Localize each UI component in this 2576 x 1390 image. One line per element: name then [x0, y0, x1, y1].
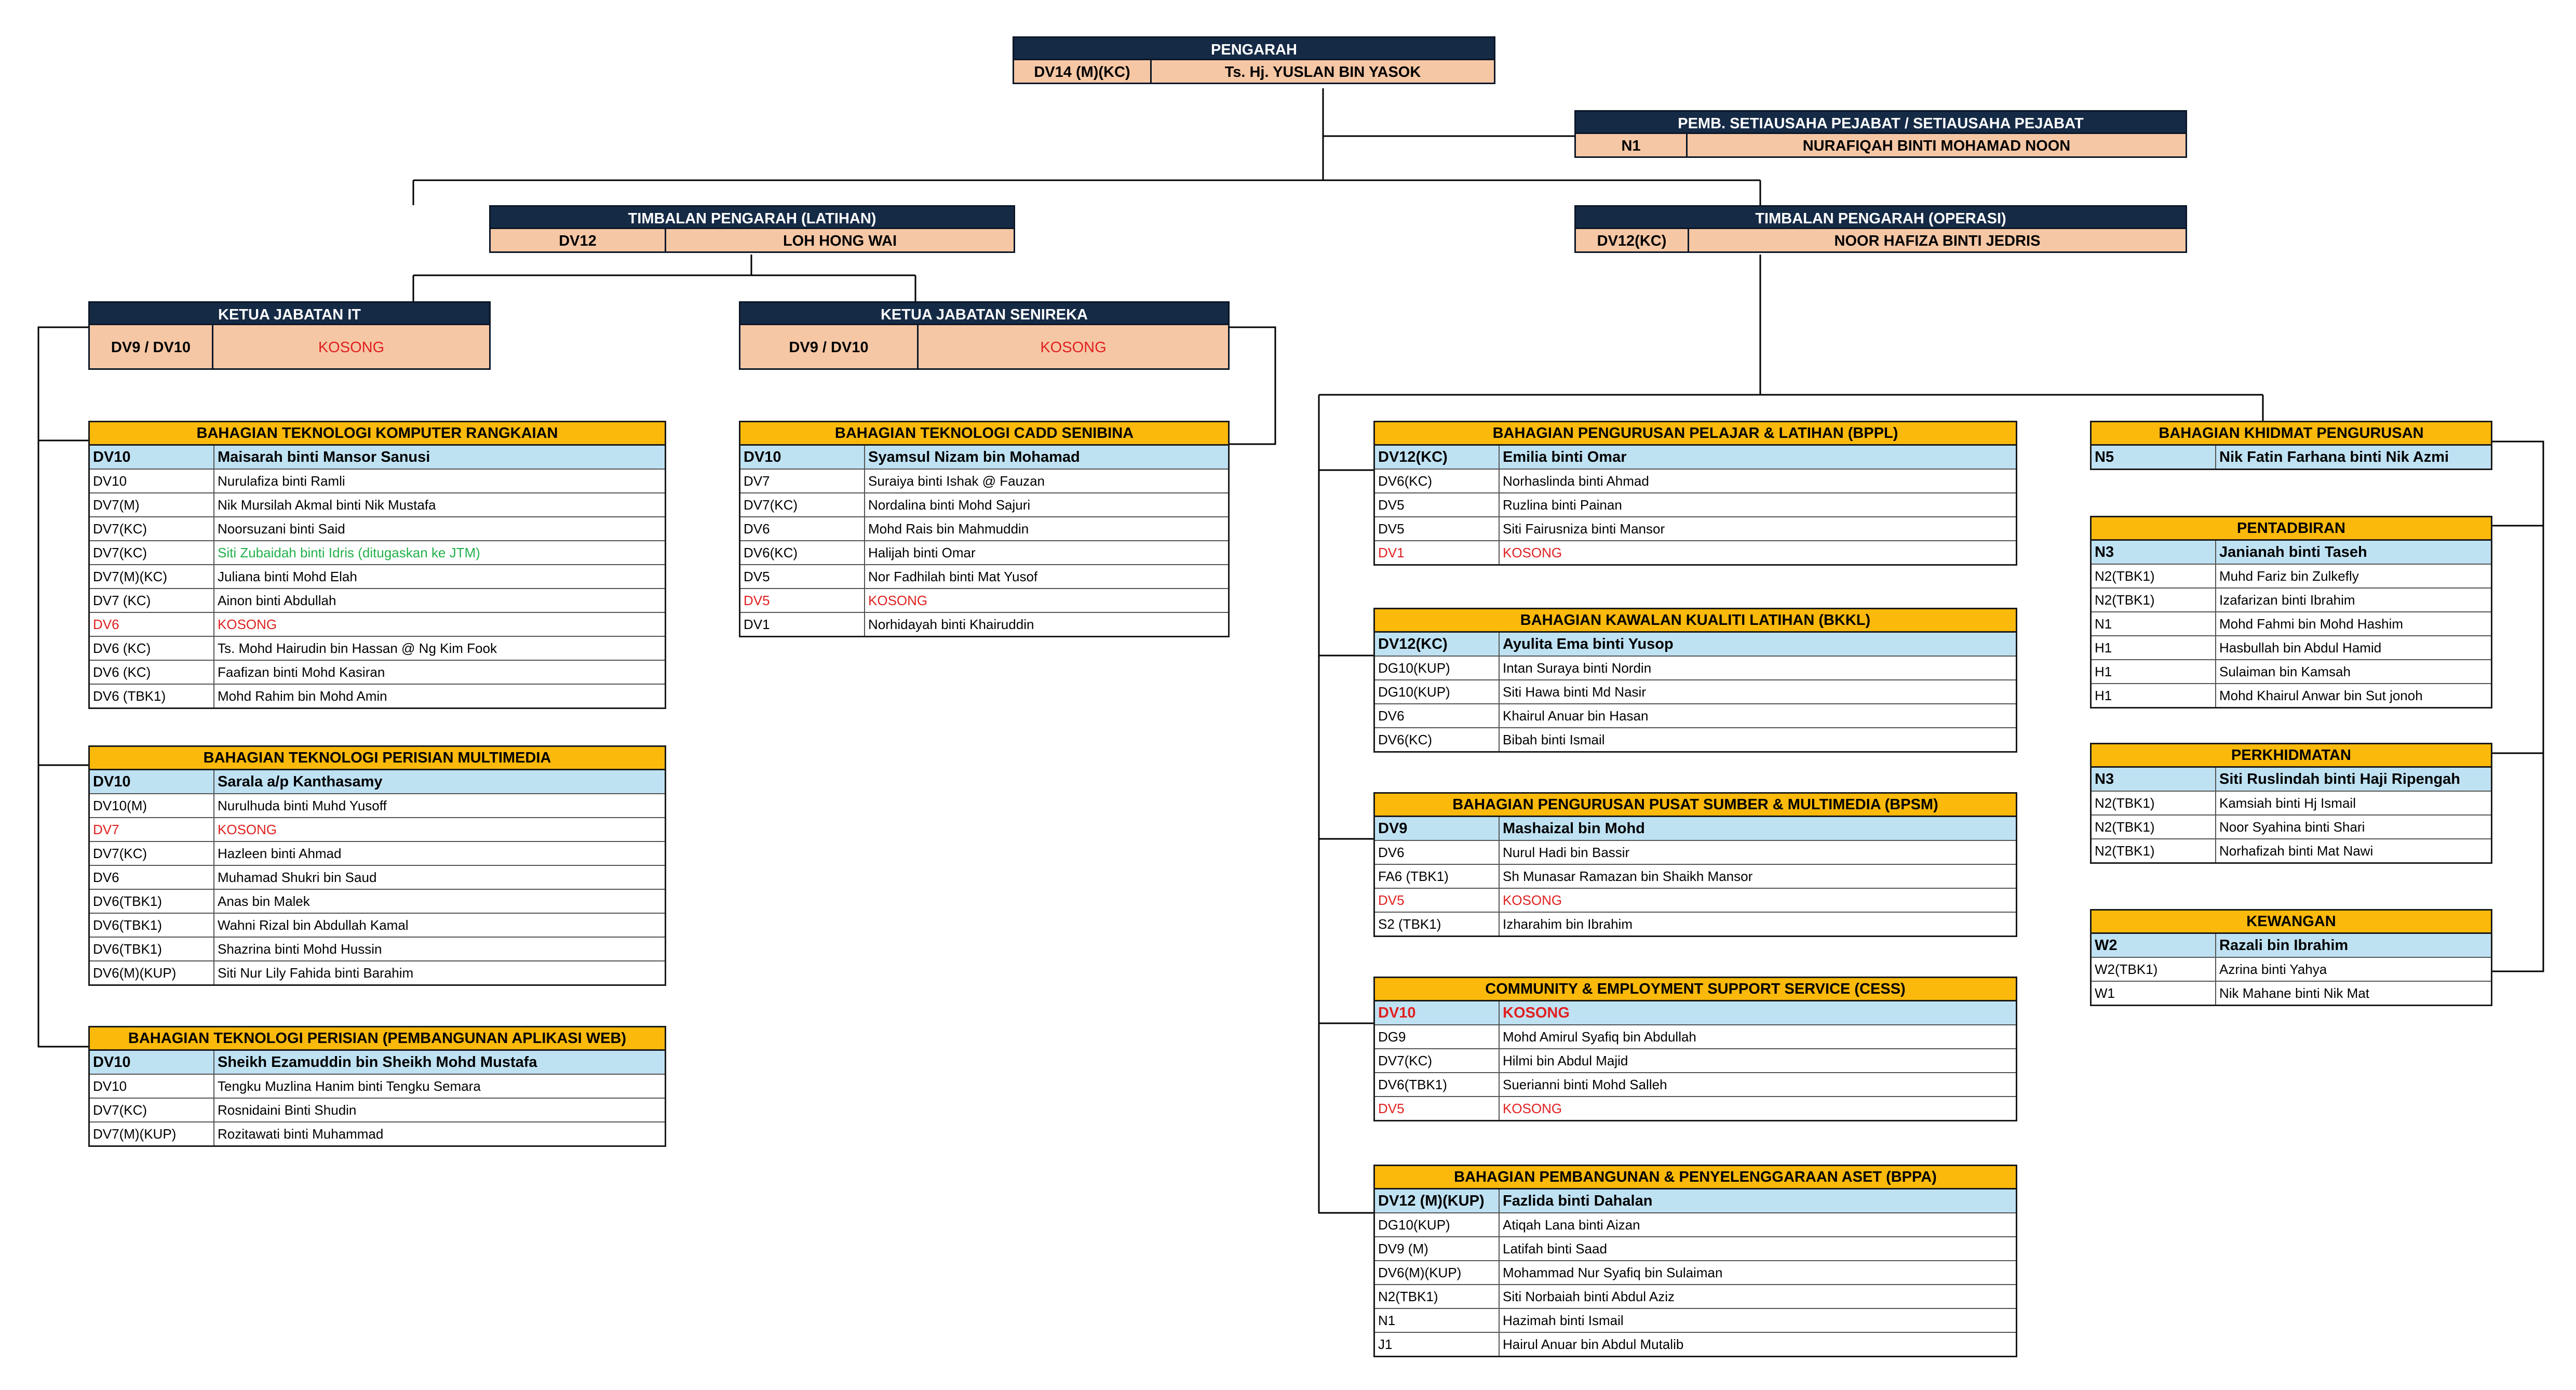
staff-row [1375, 1048, 2016, 1072]
staff-grade: DV6(TBK1) [1375, 1073, 1500, 1096]
staff-name: Shazrina binti Mohd Hussin [218, 941, 382, 957]
staff-name: Nurul Hadi bin Bassir [1503, 845, 1630, 860]
staff-row [2092, 981, 2491, 1005]
dept-title: PERKHIDMATAN [2092, 744, 2491, 768]
staff-grade: DV7 (KC) [90, 589, 214, 612]
staff-row [2092, 564, 2491, 587]
staff-name: Sulaiman bin Kamsah [2219, 664, 2351, 679]
staff-name: Hilmi bin Abdul Majid [1503, 1053, 1628, 1068]
staff-row [1375, 1024, 2016, 1048]
staff-grade: DV7(KC) [1375, 1049, 1500, 1072]
staff-name: Muhamad Shukri bin Saud [218, 870, 377, 885]
staff-grade: DV6 (KC) [90, 637, 214, 660]
dept-title: BAHAGIAN TEKNOLOGI PERISIAN (PEMBANGUNAN APLIKASI WEB) [90, 1027, 665, 1051]
dept-title: BAHAGIAN TEKNOLOGI KOMPUTER RANGKAIAN [90, 422, 665, 446]
staff-grade: N2(TBK1) [2092, 589, 2216, 611]
staff-grade: DV10(M) [90, 794, 214, 817]
staff-row [90, 1121, 665, 1145]
vacant-name: KOSONG [1503, 1101, 1562, 1116]
staff-row [2092, 635, 2491, 659]
staff-name: Razali bin Ibrahim [2219, 937, 2349, 954]
dept-khidmat-pengurusan [2090, 421, 2492, 470]
staff-name: Ruzlina binti Painan [1503, 497, 1622, 513]
tp-latihan-title: TIMBALAN PENGARAH (LATIHAN) [489, 205, 1015, 229]
staff-grade: DV5 [1375, 1097, 1500, 1120]
dept-title: COMMUNITY & EMPLOYMENT SUPPORT SERVICE (CESS) [1375, 978, 2016, 1001]
dept-title: PENTADBIRAN [2092, 517, 2491, 541]
staff-name: Intan Suraya binti Nordin [1503, 660, 1652, 676]
staff-grade: DV6(KC) [1375, 470, 1500, 492]
staff-grade: DV7(KC) [90, 842, 214, 865]
tp-operasi-grade: DV12(KC) [1576, 229, 1689, 251]
staff-name: Izharahim bin Ibrahim [1503, 916, 1633, 932]
tp-operasi-title: TIMBALAN PENGARAH (OPERASI) [1574, 205, 2187, 229]
staff-row [1375, 1072, 2016, 1096]
staff-row [1375, 1236, 2016, 1260]
setiausaha-name: NURAFIQAH BINTI MOHAMAD NOON [1802, 138, 2071, 154]
staff-grade: DV5 [1375, 493, 1500, 516]
staff-grade: DV6 [1375, 704, 1500, 727]
setiausaha-grade: N1 [1576, 134, 1688, 156]
staff-grade: DV10 [740, 446, 865, 469]
staff-grade: DV6 (TBK1) [90, 685, 214, 707]
staff-row [740, 469, 1228, 492]
staff-row [740, 540, 1228, 564]
staff-grade: DV6(KC) [740, 541, 865, 564]
head-staff-row [2092, 541, 2491, 564]
staff-name: Syamsul Nizam bin Mohamad [868, 449, 1080, 465]
staff-name: Muhd Fariz bin Zulkefly [2219, 568, 2359, 584]
tp-latihan-grade: DV12 [491, 229, 666, 251]
staff-row [2092, 683, 2491, 707]
staff-grade: DV1 [740, 613, 865, 636]
ketua-jabatan-senireka-grade: DV9 / DV10 [740, 325, 919, 368]
dept-bppl [1373, 421, 2017, 566]
head-staff-row [90, 446, 665, 469]
staff-row [90, 684, 665, 707]
staff-name: Latifah binti Saad [1503, 1241, 1607, 1257]
staff-row [1375, 469, 2016, 492]
head-staff-row [1375, 1001, 2016, 1024]
staff-name: Nordalina binti Mohd Sajuri [868, 497, 1031, 513]
staff-grade: DV7(M)(KUP) [90, 1122, 214, 1145]
staff-name: Izafarizan binti Ibrahim [2219, 592, 2355, 608]
staff-row [90, 1098, 665, 1121]
staff-row [1375, 679, 2016, 703]
staff-name: Wahni Rizal bin Abdullah Kamal [218, 917, 409, 933]
staff-grade: DV7(KC) [90, 517, 214, 540]
staff-grade: DV9 (M) [1375, 1237, 1500, 1260]
pengarah-name: Ts. Hj. YUSLAN BIN YASOK [1224, 64, 1421, 81]
staff-grade: H1 [2092, 636, 2216, 659]
staff-grade: N2(TBK1) [2092, 839, 2216, 862]
dept-title: BAHAGIAN TEKNOLOGI PERISIAN MULTIMEDIA [90, 747, 665, 770]
staff-row [90, 960, 665, 984]
staff-grade: S2 (TBK1) [1375, 913, 1500, 935]
staff-grade: DV9 [1375, 817, 1500, 840]
staff-row [740, 492, 1228, 516]
staff-grade: DV5 [1375, 517, 1500, 540]
staff-grade: DG9 [1375, 1025, 1500, 1048]
staff-name: Azrina binti Yahya [2219, 961, 2327, 977]
staff-grade: N1 [1375, 1309, 1500, 1332]
tp-operasi-name: NOOR HAFIZA BINTI JEDRIS [1834, 233, 2041, 249]
staff-grade: DV6(TBK1) [90, 914, 214, 937]
pengarah-title: PENGARAH [1013, 36, 1495, 60]
staff-row [90, 1074, 665, 1098]
staff-row [740, 516, 1228, 540]
staff-row [1375, 1212, 2016, 1236]
staff-row [90, 612, 665, 636]
staff-grade: DV1 [1375, 541, 1500, 564]
staff-name: Norhafizah binti Mat Nawi [2219, 843, 2373, 859]
staff-name: Norhaslinda binti Ahmad [1503, 473, 1649, 489]
staff-row [2092, 611, 2491, 635]
head-staff-row [2092, 934, 2491, 957]
vacant-name: KOSONG [1503, 545, 1562, 560]
staff-grade: DV6(M)(KUP) [90, 961, 214, 984]
dept-teknologi-cadd-senibina [739, 421, 1230, 637]
dept-cess [1373, 977, 2017, 1121]
staff-grade: N2(TBK1) [2092, 565, 2216, 587]
head-staff-row [1375, 446, 2016, 469]
staff-name: Siti Norbaiah binti Abdul Aziz [1503, 1289, 1675, 1304]
staff-grade: DV10 [90, 446, 214, 469]
dept-teknologi-perisian-web [88, 1026, 666, 1147]
staff-name: Nurulhuda binti Muhd Yusoff [218, 798, 387, 813]
staff-name: Nik Mahane binti Nik Mat [2219, 985, 2369, 1001]
staff-name: Siti Hawa binti Md Nasir [1503, 684, 1646, 700]
staff-row [740, 564, 1228, 588]
staff-grade: DV12(KC) [1375, 633, 1500, 656]
staff-grade: DV7(KC) [90, 1099, 214, 1121]
head-staff-row [1375, 1189, 2016, 1212]
staff-grade: J1 [1375, 1333, 1500, 1356]
pengarah-box [1013, 36, 1495, 84]
staff-grade: DV10 [90, 1051, 214, 1074]
staff-row [90, 865, 665, 889]
staff-name: Kamsiah binti Hj Ismail [2219, 795, 2356, 811]
vacant-name: KOSONG [1503, 1005, 1570, 1021]
staff-grade: DV7(M) [90, 493, 214, 516]
staff-name: Mohd Khairul Anwar bin Sut jonoh [2219, 688, 2423, 703]
staff-name: Mashaizal bin Mohd [1503, 820, 1645, 837]
staff-grade: N2(TBK1) [1375, 1285, 1500, 1308]
staff-grade: N3 [2092, 768, 2216, 791]
dept-title: BAHAGIAN KAWALAN KUALITI LATIHAN (BKKL) [1375, 609, 2016, 633]
staff-name: Nik Fatin Farhana binti Nik Azmi [2219, 449, 2449, 465]
staff-name: Suerianni binti Mohd Salleh [1503, 1077, 1667, 1092]
staff-name: Faafizan binti Mohd Kasiran [218, 664, 385, 680]
staff-row [1375, 888, 2016, 912]
staff-name: Anas bin Malek [218, 893, 310, 909]
staff-grade: DV10 [1375, 1001, 1500, 1024]
staff-name: Suraiya binti Ishak @ Fauzan [868, 473, 1045, 489]
staff-grade: DG10(KUP) [1375, 1213, 1500, 1236]
staff-grade: FA6 (TBK1) [1375, 865, 1500, 888]
staff-row [2092, 838, 2491, 862]
staff-name: Siti Zubaidah binti Idris (ditugaskan ke JTM) [218, 545, 480, 560]
staff-name: Halijah binti Omar [868, 545, 976, 560]
staff-grade: DV7(KC) [740, 493, 865, 516]
staff-name: Norhidayah binti Khairuddin [868, 617, 1034, 632]
staff-name: Bibah binti Ismail [1503, 732, 1605, 747]
staff-name: Tengku Muzlina Hanim binti Tengku Semara [218, 1078, 481, 1094]
head-staff-row [2092, 768, 2491, 791]
head-staff-row [2092, 446, 2491, 469]
staff-grade: DV7(M)(KC) [90, 565, 214, 588]
staff-name: Noorsuzani binti Said [218, 521, 345, 537]
staff-row [90, 564, 665, 588]
staff-name: Mohd Fahmi bin Mohd Hashim [2219, 616, 2404, 632]
staff-grade: DG10(KUP) [1375, 657, 1500, 679]
staff-name: Maisarah binti Mansor Sanusi [218, 449, 430, 465]
staff-row [2092, 791, 2491, 814]
staff-row [2092, 659, 2491, 683]
staff-grade: DV10 [90, 770, 214, 793]
staff-row [90, 636, 665, 660]
ketua-jabatan-senireka-name: KOSONG [1040, 339, 1107, 356]
tp-latihan-box [489, 205, 1015, 253]
tp-latihan-name: LOH HONG WAI [783, 233, 897, 249]
staff-name: Ts. Mohd Hairudin bin Hassan @ Ng Kim Fook [218, 640, 497, 656]
staff-name: Hairul Anuar bin Abdul Mutalib [1503, 1336, 1684, 1352]
staff-name: Sh Munasar Ramazan bin Shaikh Mansor [1503, 868, 1753, 884]
staff-row [740, 612, 1228, 636]
staff-row [90, 588, 665, 612]
vacant-name: KOSONG [218, 617, 277, 632]
staff-grade: N2(TBK1) [2092, 816, 2216, 838]
staff-name: Rozitawati binti Muhammad [218, 1126, 384, 1142]
staff-grade: DV5 [740, 589, 865, 612]
staff-grade: DV12 (M)(KUP) [1375, 1189, 1500, 1212]
staff-row [90, 660, 665, 684]
staff-grade: DG10(KUP) [1375, 680, 1500, 703]
staff-grade: DV6 [90, 613, 214, 636]
staff-row [90, 540, 665, 564]
staff-grade: DV6 [740, 517, 865, 540]
staff-grade: DV12(KC) [1375, 446, 1500, 469]
ketua-jabatan-senireka-box [739, 301, 1230, 370]
staff-grade: N3 [2092, 541, 2216, 564]
staff-grade: N2(TBK1) [2092, 792, 2216, 814]
dept-bppa [1373, 1165, 2017, 1357]
head-staff-row [1375, 817, 2016, 840]
staff-row [2092, 814, 2491, 838]
staff-row [1375, 727, 2016, 751]
staff-row [90, 492, 665, 516]
head-staff-row [90, 770, 665, 793]
ketua-jabatan-it-title: KETUA JABATAN IT [88, 301, 491, 325]
staff-name: Ayulita Ema binti Yusop [1503, 636, 1674, 652]
tp-operasi-box [1574, 205, 2187, 253]
ketua-jabatan-it-grade: DV9 / DV10 [90, 325, 213, 368]
staff-name: Hasbullah bin Abdul Hamid [2219, 640, 2382, 656]
staff-grade: H1 [2092, 684, 2216, 707]
staff-name: Khairul Anuar bin Hasan [1503, 708, 1649, 724]
staff-grade: DV10 [90, 1075, 214, 1098]
staff-name: Sarala a/p Kanthasamy [218, 773, 383, 790]
staff-row [90, 817, 665, 841]
staff-grade: DV6(M)(KUP) [1375, 1261, 1500, 1284]
staff-row [1375, 864, 2016, 888]
setiausaha-box [1574, 110, 2187, 158]
ketua-jabatan-it-name: KOSONG [318, 339, 385, 356]
staff-grade: DV6 (KC) [90, 661, 214, 684]
staff-name: Janianah binti Taseh [2219, 544, 2367, 560]
dept-title: BAHAGIAN TEKNOLOGI CADD SENIBINA [740, 422, 1228, 446]
staff-name: Sheikh Ezamuddin bin Sheikh Mohd Mustafa [218, 1054, 537, 1071]
staff-grade: DV5 [1375, 889, 1500, 912]
staff-row [1375, 840, 2016, 864]
head-staff-row [90, 1051, 665, 1074]
vacant-name: KOSONG [218, 822, 277, 837]
staff-row [1375, 1332, 2016, 1356]
dept-title: BAHAGIAN PENGURUSAN PUSAT SUMBER & MULTIMEDIA (BPSM) [1375, 794, 2016, 817]
staff-row [1375, 656, 2016, 679]
staff-grade: DV7 [740, 470, 865, 492]
dept-teknologi-komputer-rangkaian [88, 421, 666, 709]
staff-name: Juliana binti Mohd Elah [218, 569, 357, 584]
staff-grade: H1 [2092, 660, 2216, 683]
staff-name: Siti Ruslindah binti Haji Ripengah [2219, 771, 2461, 787]
staff-row [1375, 1284, 2016, 1308]
staff-row [1375, 492, 2016, 516]
staff-row [2092, 957, 2491, 981]
dept-kewangan [2090, 909, 2492, 1006]
staff-row [1375, 1260, 2016, 1284]
staff-row [1375, 912, 2016, 935]
ketua-jabatan-senireka-title: KETUA JABATAN SENIREKA [739, 301, 1230, 325]
staff-row [1375, 540, 2016, 564]
dept-bkkl [1373, 608, 2017, 753]
staff-name: Noor Syahina binti Shari [2219, 819, 2365, 835]
staff-row [2092, 587, 2491, 611]
staff-row [1375, 516, 2016, 540]
staff-name: Fazlida binti Dahalan [1503, 1193, 1653, 1209]
staff-row [90, 841, 665, 865]
staff-name: Mohd Rahim bin Mohd Amin [218, 688, 387, 704]
dept-title: BAHAGIAN PENGURUSAN PELAJAR & LATIHAN (BPPL) [1375, 422, 2016, 446]
staff-name: Siti Fairusniza binti Mansor [1503, 521, 1665, 537]
staff-row [740, 588, 1228, 612]
staff-row [1375, 703, 2016, 727]
staff-name: Mohd Rais bin Mahmuddin [868, 521, 1029, 537]
staff-name: Nik Mursilah Akmal binti Nik Mustafa [218, 497, 436, 513]
staff-name: Atiqah Lana binti Aizan [1503, 1217, 1640, 1233]
staff-grade: W1 [2092, 982, 2216, 1005]
staff-name: Hazleen binti Ahmad [218, 846, 342, 861]
staff-name: Nor Fadhilah binti Mat Yusof [868, 569, 1038, 584]
staff-name: Ainon binti Abdullah [218, 593, 336, 608]
staff-grade: DV5 [740, 565, 865, 588]
staff-grade: DV6(TBK1) [90, 938, 214, 960]
head-staff-row [1375, 633, 2016, 656]
staff-row [90, 516, 665, 540]
staff-grade: DV6(KC) [1375, 728, 1500, 751]
staff-name: Nurulafiza binti Ramli [218, 473, 345, 489]
vacant-name: KOSONG [868, 593, 928, 608]
staff-name: Hazimah binti Ismail [1503, 1313, 1624, 1328]
head-staff-row [740, 446, 1228, 469]
staff-row [90, 793, 665, 817]
staff-name: Mohd Amirul Syafiq bin Abdullah [1503, 1029, 1696, 1045]
dept-bpsm [1373, 792, 2017, 937]
staff-grade: DV6(TBK1) [90, 890, 214, 913]
staff-row [90, 469, 665, 492]
staff-name: Emilia binti Omar [1503, 449, 1627, 465]
staff-grade: W2(TBK1) [2092, 958, 2216, 981]
staff-grade: DV6 [1375, 841, 1500, 864]
staff-name: Siti Nur Lily Fahida binti Barahim [218, 965, 414, 981]
dept-title: BAHAGIAN PEMBANGUNAN & PENYELENGGARAAN ASET (BPPA) [1375, 1166, 2016, 1189]
staff-row [90, 937, 665, 960]
staff-grade: DV6 [90, 866, 214, 889]
staff-row [90, 913, 665, 937]
staff-row [1375, 1308, 2016, 1332]
staff-name: Rosnidaini Binti Shudin [218, 1102, 357, 1118]
staff-row [90, 889, 665, 913]
staff-grade: N5 [2092, 446, 2216, 469]
dept-pentadbiran [2090, 516, 2492, 709]
staff-grade: DV10 [90, 470, 214, 492]
dept-teknologi-perisian-multimedia [88, 745, 666, 986]
dept-title: KEWANGAN [2092, 911, 2491, 934]
setiausaha-title: PEMB. SETIAUSAHA PEJABAT / SETIAUSAHA PEJABAT [1574, 110, 2187, 134]
staff-grade: N1 [2092, 612, 2216, 635]
pengarah-grade: DV14 (M)(KC) [1014, 60, 1152, 83]
dept-perkhidmatan [2090, 743, 2492, 864]
staff-grade: DV7 [90, 818, 214, 841]
ketua-jabatan-it-box [88, 301, 491, 370]
staff-grade: DV7(KC) [90, 541, 214, 564]
vacant-name: KOSONG [1503, 892, 1562, 908]
staff-name: Mohammad Nur Syafiq bin Sulaiman [1503, 1265, 1723, 1280]
staff-row [1375, 1096, 2016, 1120]
staff-grade: W2 [2092, 934, 2216, 957]
dept-title: BAHAGIAN KHIDMAT PENGURUSAN [2092, 422, 2491, 446]
